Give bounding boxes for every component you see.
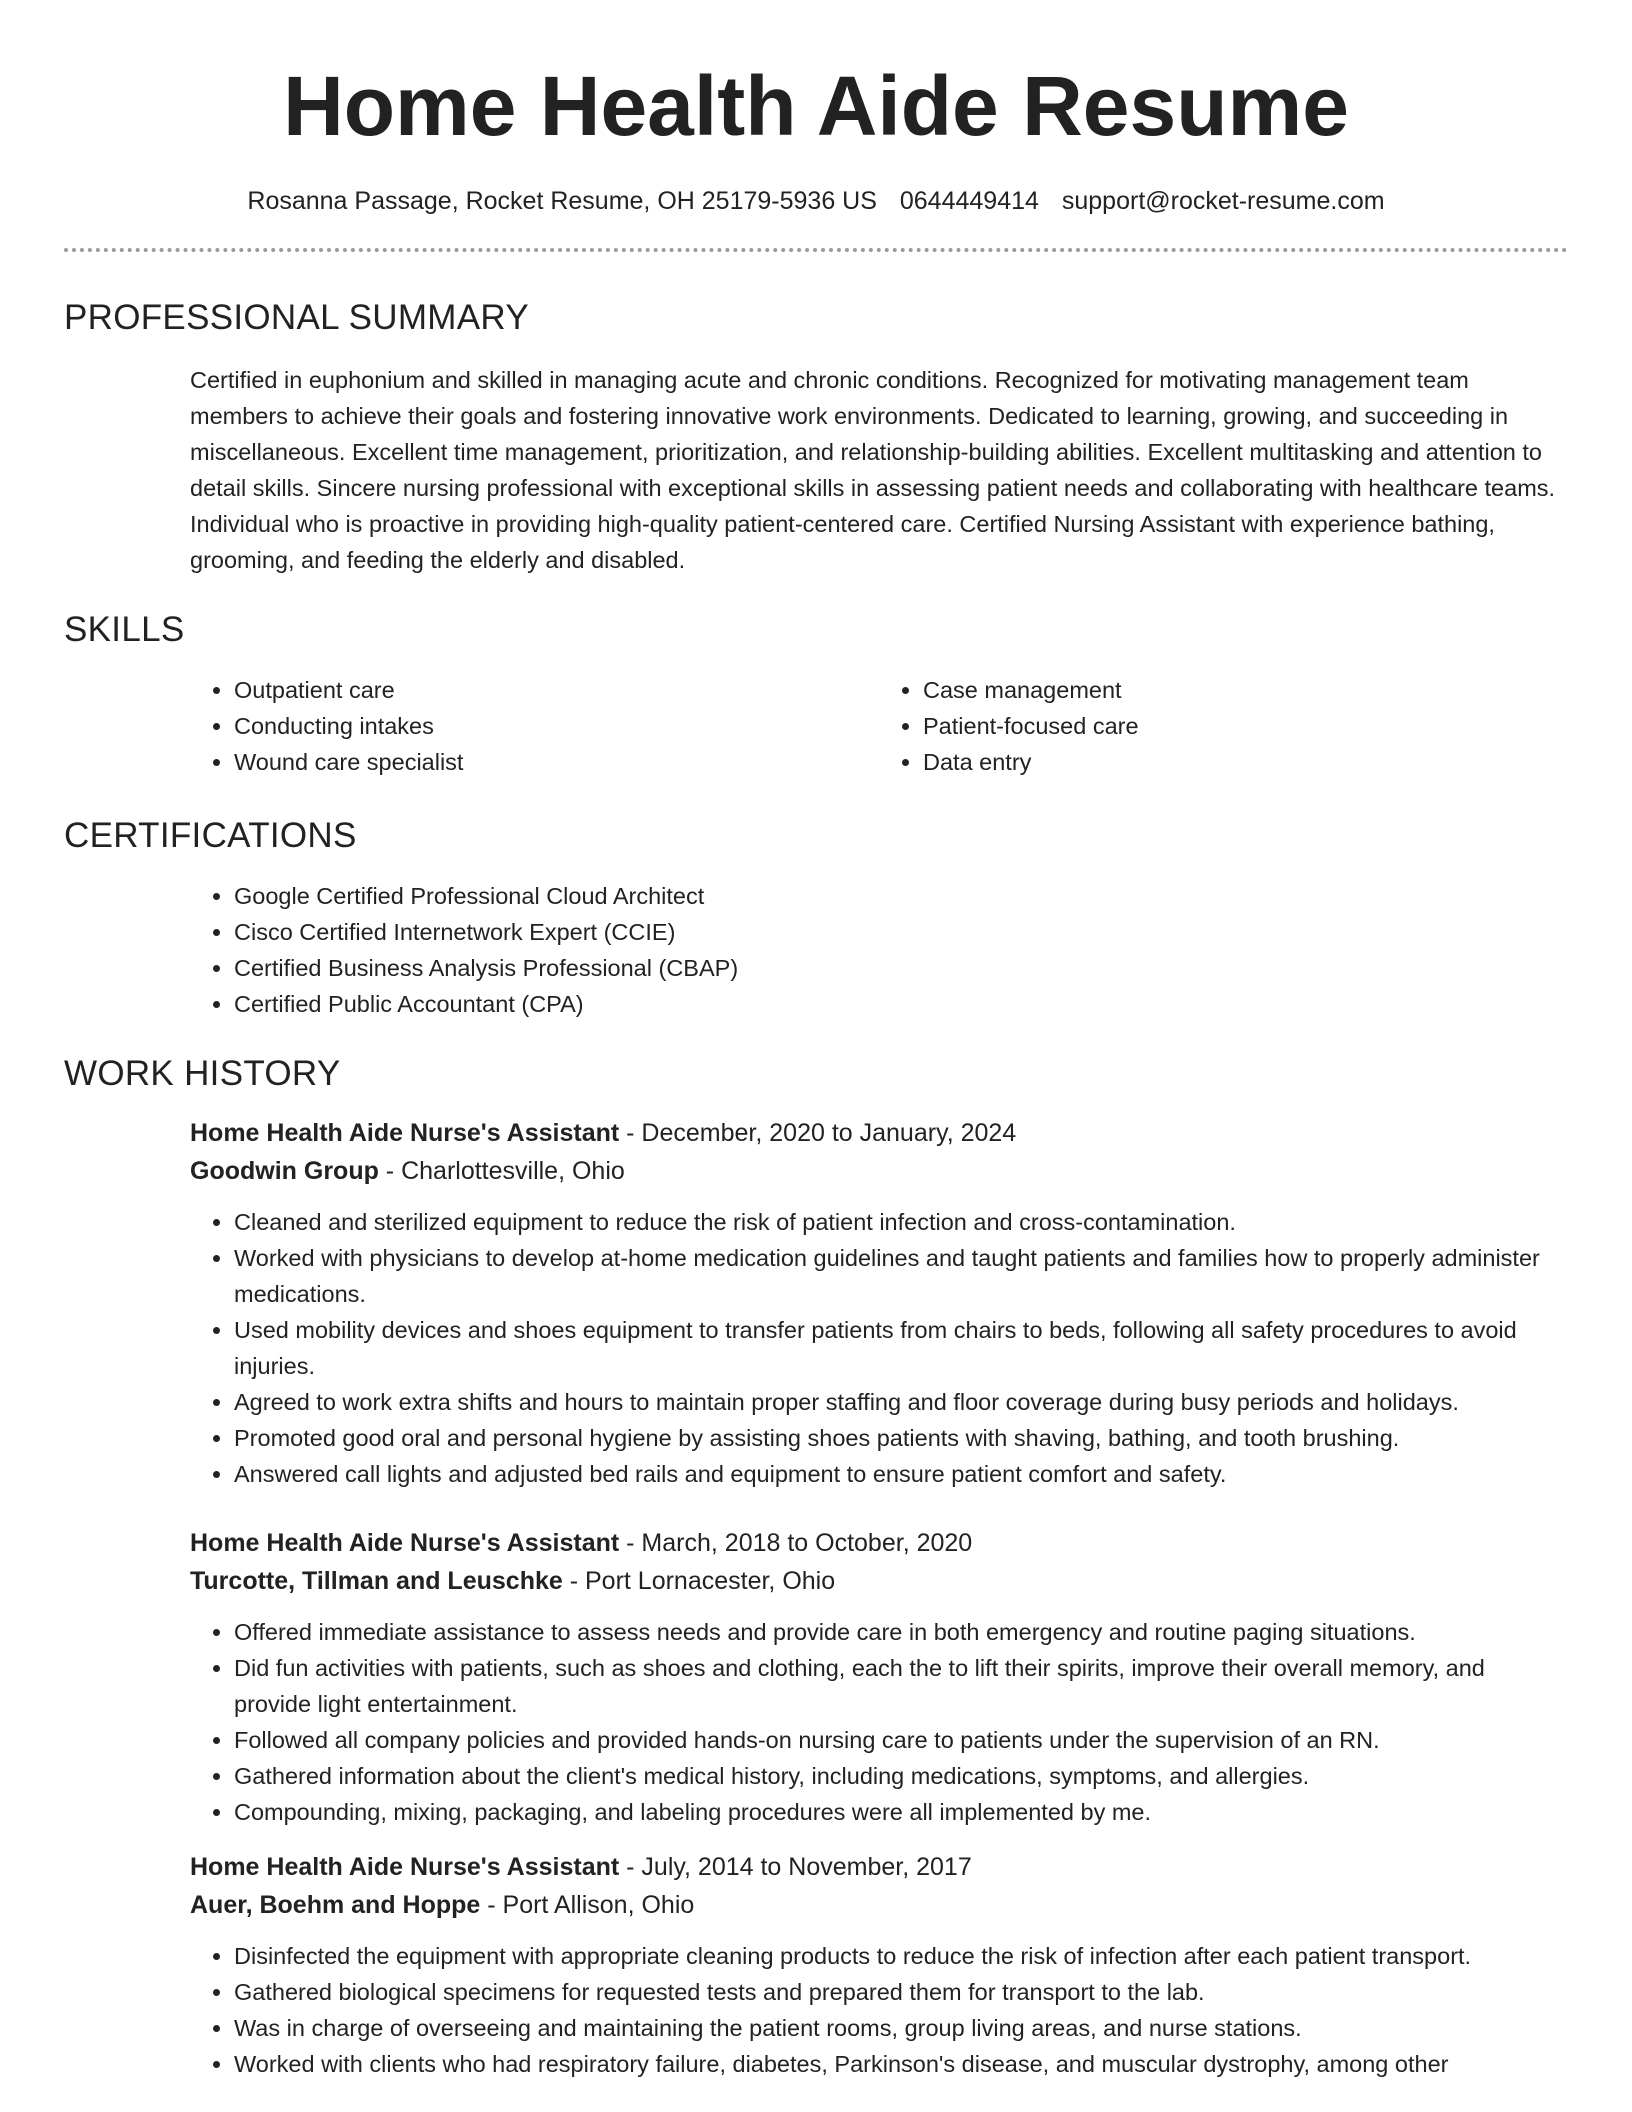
job-bullet: • Cleaned and sterilized equipment to reduce the risk of patient infection and cross-contamination. xyxy=(234,1204,1568,1240)
job-dates: - December, 2020 to January, 2024 xyxy=(619,1119,1017,1147)
header-divider xyxy=(64,248,1568,252)
job-bullet: • Agreed to work extra shifts and hours to maintain proper staffing and floor coverage during busy periods and holidays. xyxy=(234,1384,1568,1420)
job-bullet: • Promoted good oral and personal hygiene by assisting shoes patients with shaving, bathing, and tooth brushing. xyxy=(234,1420,1568,1456)
job-title: Home Health Aide Nurse's Assistant xyxy=(190,1119,620,1147)
job-bullet: • Answered call lights and adjusted bed rails and equipment to ensure patient comfort and safety. xyxy=(234,1456,1568,1492)
summary-heading: PROFESSIONAL SUMMARY xyxy=(64,298,529,337)
page-title: Home Health Aide Resume xyxy=(283,59,1349,153)
job-bullet: • Worked with clients who had respiratory failure, diabetes, Parkinson's disease, and muscular dystrophy, among other xyxy=(234,2046,1568,2082)
job-bullet: • Was in charge of overseeing and maintaining the patient rooms, group living areas, and nurse stations. xyxy=(234,2010,1568,2046)
skill-item: • Wound care specialist xyxy=(234,744,879,780)
certification-item: • Cisco Certified Internetwork Expert (CCIE) xyxy=(234,914,1568,950)
job-bullets xyxy=(190,1938,1568,2082)
skills-grid xyxy=(190,672,1568,780)
job-company-line xyxy=(190,1152,1568,1190)
contact-phone: 0644449414 xyxy=(899,187,1039,215)
job-dates: - March, 2018 to October, 2020 xyxy=(619,1529,973,1557)
job-entry xyxy=(64,1114,1568,1492)
job-bullet: • Worked with physicians to develop at-home medication guidelines and taught patients and families how to properly administer medications. xyxy=(234,1240,1568,1312)
skills-list-left xyxy=(190,672,879,780)
job-bullet: • Compounding, mixing, packaging, and labeling procedures were all implemented by me. xyxy=(234,1794,1568,1830)
job-title-line xyxy=(190,1848,1568,1886)
job-title: Home Health Aide Nurse's Assistant xyxy=(190,1853,620,1881)
skill-item: • Outpatient care xyxy=(234,672,879,708)
skills-list-right xyxy=(879,672,1568,780)
skill-item: • Case management xyxy=(923,672,1568,708)
skill-item: • Conducting intakes xyxy=(234,708,879,744)
job-location: - Port Allison, Ohio xyxy=(480,1891,695,1919)
certifications-list xyxy=(190,878,1568,1022)
job-bullet: • Used mobility devices and shoes equipment to transfer patients from chairs to beds, following all safety procedures to avoid injuries. xyxy=(234,1312,1568,1384)
job-bullet: • Gathered biological specimens for requested tests and prepared them for transport to the lab. xyxy=(234,1974,1568,2010)
job-entry xyxy=(64,1524,1568,1830)
job-company: Auer, Boehm and Hoppe xyxy=(190,1891,481,1919)
job-title-line xyxy=(190,1524,1568,1562)
job-bullet: • Followed all company policies and provided hands-on nursing care to patients under the supervision of an RN. xyxy=(234,1722,1568,1758)
job-company-line xyxy=(190,1886,1568,1924)
job-bullet: • Offered immediate assistance to assess needs and provide care in both emergency and routine paging situations. xyxy=(234,1614,1568,1650)
job-entry xyxy=(64,1848,1568,2082)
job-dates: - July, 2014 to November, 2017 xyxy=(619,1853,972,1881)
job-location: - Charlottesville, Ohio xyxy=(378,1157,625,1185)
job-location: - Port Lornacester, Ohio xyxy=(562,1567,836,1595)
job-company: Goodwin Group xyxy=(190,1157,379,1185)
contact-address: Rosanna Passage, Rocket Resume, OH 25179-5936 US xyxy=(247,187,877,215)
skill-item: • Patient-focused care xyxy=(923,708,1568,744)
work-history-section xyxy=(64,1052,1568,2082)
summary-text: Certified in euphonium and skilled in managing acute and chronic conditions. Recognized for motivating management team members to achieve their goals and fostering innovative work environments. Dedicated to learning, growing, and succeeding in miscellaneous. Excellent time management, prioritization, and relationship-building abilities. Excellent multitasking and attention to detail skills. Sincere nursing professional with exceptional skills in assessing patient needs and collaborating with healthcare teams. Individual who is proactive in providing high-quality patient-centered care. Certified Nursing Assistant with experience bathing, grooming, and feeding the elderly and disabled. xyxy=(190,367,1556,573)
resume-page xyxy=(64,0,1568,2082)
certifications-heading: CERTIFICATIONS xyxy=(64,816,357,855)
job-company: Turcotte, Tillman and Leuschke xyxy=(190,1567,563,1595)
job-title: Home Health Aide Nurse's Assistant xyxy=(190,1529,620,1557)
certifications-section xyxy=(64,814,1568,1022)
job-bullet: • Gathered information about the client's medical history, including medications, symptoms, and allergies. xyxy=(234,1758,1568,1794)
certification-item: • Certified Public Accountant (CPA) xyxy=(234,986,1568,1022)
skill-item: • Data entry xyxy=(923,744,1568,780)
skills-section xyxy=(64,608,1568,780)
skills-heading: SKILLS xyxy=(64,610,185,649)
certification-item: • Google Certified Professional Cloud Architect xyxy=(234,878,1568,914)
work-history-heading: WORK HISTORY xyxy=(64,1054,341,1093)
job-bullet: • Disinfected the equipment with appropriate cleaning products to reduce the risk of infection after each patient transport. xyxy=(234,1938,1568,1974)
summary-section xyxy=(64,296,1568,578)
job-bullets xyxy=(190,1614,1568,1830)
job-bullet: • Did fun activities with patients, such as shoes and clothing, each the to lift their spirits, improve their overall memory, and provide light entertainment. xyxy=(234,1650,1568,1722)
job-bullets xyxy=(190,1204,1568,1492)
certification-item: • Certified Business Analysis Professional (CBAP) xyxy=(234,950,1568,986)
contact-line xyxy=(64,184,1568,218)
job-company-line xyxy=(190,1562,1568,1600)
contact-email: support@rocket-resume.com xyxy=(1061,187,1385,215)
job-title-line xyxy=(190,1114,1568,1152)
